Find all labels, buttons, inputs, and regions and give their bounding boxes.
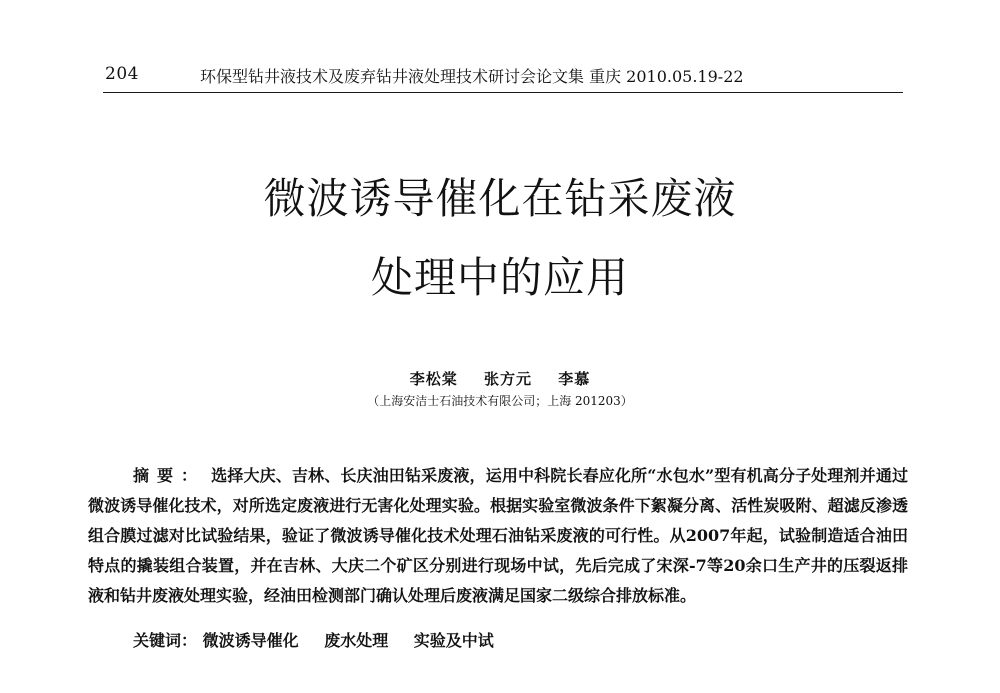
keyword: 废水处理 [324, 631, 389, 650]
affiliation: （上海安洁士石油技术有限公司；上海 201203） [367, 394, 633, 408]
author-list [0, 368, 1000, 389]
abstract-text: 选择大庆、吉林、长庆油田钻采废液，运用中科院长春应化所“水包水”型有机高分子处理剂并通过微波诱导催化技术，对所选定废液进行无害化处理实验。根据实验室微波条件下絮凝分离、活性炭吸附、超滤反渗透组合膜过滤对比试验结果，验证了微波诱导催化技术处理石油钻采废液的可行性。从2007年起，试验制造适合油田特点的撬装组合装置，并在吉林、大庆二个矿区分别进行现场中试，先后完成了宋深-7等20余口生产井的压裂返排液和钻井废液处理实验，经油田检测部门确认处理后废液满足国家二级综合排放标准。 [88, 466, 908, 605]
abstract-label: 摘要： [133, 466, 206, 485]
title-line-2: 处理中的应用 [370, 253, 629, 302]
keyword: 微波诱导催化 [202, 631, 299, 650]
author-name: 张方元 [483, 370, 532, 388]
keyword: 实验及中试 [413, 631, 494, 650]
keywords-label: 关键词： [133, 631, 198, 650]
page-number: 204 [105, 64, 139, 84]
author-name: 李松棠 [409, 370, 458, 388]
page-header [105, 60, 905, 90]
title-line-1: 微波诱导催化在钻采废液 [263, 174, 737, 223]
author-name: 李慕 [558, 370, 591, 388]
paper-title [0, 174, 1000, 302]
header-rule [103, 92, 903, 93]
keywords [133, 628, 494, 651]
running-title: 环保型钻井液技术及废弃钻井液处理技术研讨会论文集 重庆 2010.05.19-22 [200, 67, 744, 86]
abstract [88, 461, 908, 611]
